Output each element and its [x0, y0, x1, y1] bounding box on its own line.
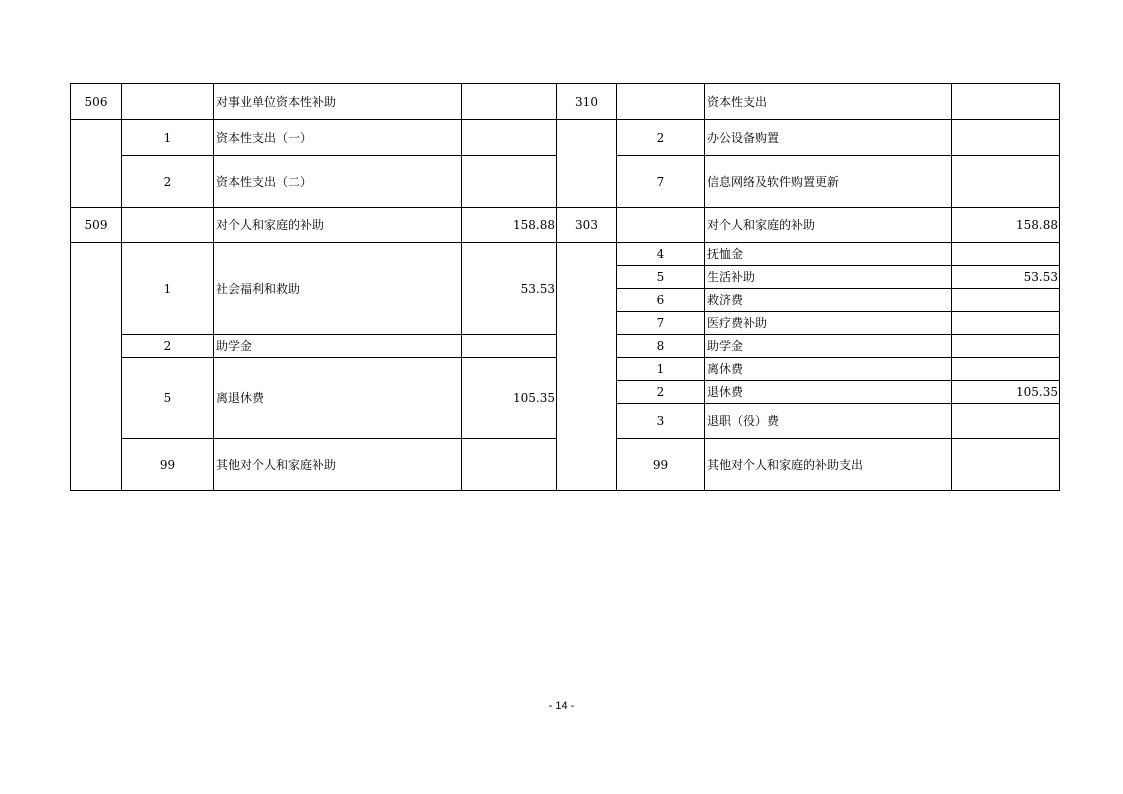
- table-row: [71, 208, 1060, 243]
- gov-amount: [952, 84, 1060, 120]
- gov-item-code: 7: [617, 156, 705, 208]
- gov-item-name: 救济费: [705, 289, 952, 312]
- econ-item-name: 助学金: [214, 335, 462, 358]
- econ-item-name: 离退休费: [214, 358, 462, 439]
- econ-item-name: 对事业单位资本性补助: [214, 84, 462, 120]
- gov-item-name: 助学金: [705, 335, 952, 358]
- gov-item-code: 3: [617, 404, 705, 439]
- gov-item-code: 2: [617, 381, 705, 404]
- gov-item-name: 资本性支出: [705, 84, 952, 120]
- gov-item-name: 退职（役）费: [705, 404, 952, 439]
- gov-item-code: 6: [617, 289, 705, 312]
- econ-category-code: 509: [71, 208, 122, 243]
- gov-amount: [952, 312, 1060, 335]
- econ-item-code: 5: [122, 358, 214, 439]
- gov-amount: [952, 289, 1060, 312]
- econ-item-name: 资本性支出（二）: [214, 156, 462, 208]
- table-row: [71, 120, 1060, 156]
- gov-amount: 53.53: [952, 266, 1060, 289]
- econ-category-code: 506: [71, 84, 122, 120]
- gov-amount: [952, 243, 1060, 266]
- gov-item-name: 退休费: [705, 381, 952, 404]
- gov-item-code: 1: [617, 358, 705, 381]
- gov-category-code: 303: [557, 208, 617, 243]
- econ-category-code: [71, 243, 122, 491]
- gov-item-code: 4: [617, 243, 705, 266]
- econ-amount: 53.53: [462, 243, 557, 335]
- econ-amount: 158.88: [462, 208, 557, 243]
- gov-item-name: 离休费: [705, 358, 952, 381]
- gov-category-code: [557, 243, 617, 491]
- gov-category-code: [557, 120, 617, 208]
- econ-item-code: 1: [122, 120, 214, 156]
- gov-amount: [952, 358, 1060, 381]
- gov-item-code: 2: [617, 120, 705, 156]
- econ-item-code: 2: [122, 335, 214, 358]
- econ-item-code: [122, 84, 214, 120]
- page-number: - 14 -: [548, 700, 575, 712]
- econ-item-name: 资本性支出（一）: [214, 120, 462, 156]
- gov-item-name: 办公设备购置: [705, 120, 952, 156]
- gov-amount: [952, 335, 1060, 358]
- gov-item-code: [617, 84, 705, 120]
- econ-category-code: [71, 120, 122, 208]
- econ-item-code: 1: [122, 243, 214, 335]
- gov-item-code: 7: [617, 312, 705, 335]
- econ-item-name: 对个人和家庭的补助: [214, 208, 462, 243]
- gov-amount: [952, 120, 1060, 156]
- gov-item-name: 医疗费补助: [705, 312, 952, 335]
- table-row: [71, 84, 1060, 120]
- econ-item-code: 99: [122, 439, 214, 491]
- econ-item-name: 其他对个人和家庭补助: [214, 439, 462, 491]
- econ-amount: [462, 439, 557, 491]
- gov-amount: [952, 439, 1060, 491]
- gov-item-code: 99: [617, 439, 705, 491]
- gov-item-name: 抚恤金: [705, 243, 952, 266]
- gov-item-code: [617, 208, 705, 243]
- gov-amount: [952, 156, 1060, 208]
- econ-item-code: 2: [122, 156, 214, 208]
- gov-item-name: 生活补助: [705, 266, 952, 289]
- gov-item-code: 5: [617, 266, 705, 289]
- econ-amount: 105.35: [462, 358, 557, 439]
- gov-item-code: 8: [617, 335, 705, 358]
- gov-amount: [952, 404, 1060, 439]
- econ-item-code: [122, 208, 214, 243]
- gov-amount: 158.88: [952, 208, 1060, 243]
- econ-amount: [462, 335, 557, 358]
- econ-amount: [462, 156, 557, 208]
- table-row: [71, 243, 1060, 266]
- budget-classification-table: [70, 83, 1060, 491]
- gov-amount: 105.35: [952, 381, 1060, 404]
- gov-category-code: 310: [557, 84, 617, 120]
- gov-item-name: 其他对个人和家庭的补助支出: [705, 439, 952, 491]
- econ-amount: [462, 120, 557, 156]
- gov-item-name: 信息网络及软件购置更新: [705, 156, 952, 208]
- econ-amount: [462, 84, 557, 120]
- gov-item-name: 对个人和家庭的补助: [705, 208, 952, 243]
- econ-item-name: 社会福利和救助: [214, 243, 462, 335]
